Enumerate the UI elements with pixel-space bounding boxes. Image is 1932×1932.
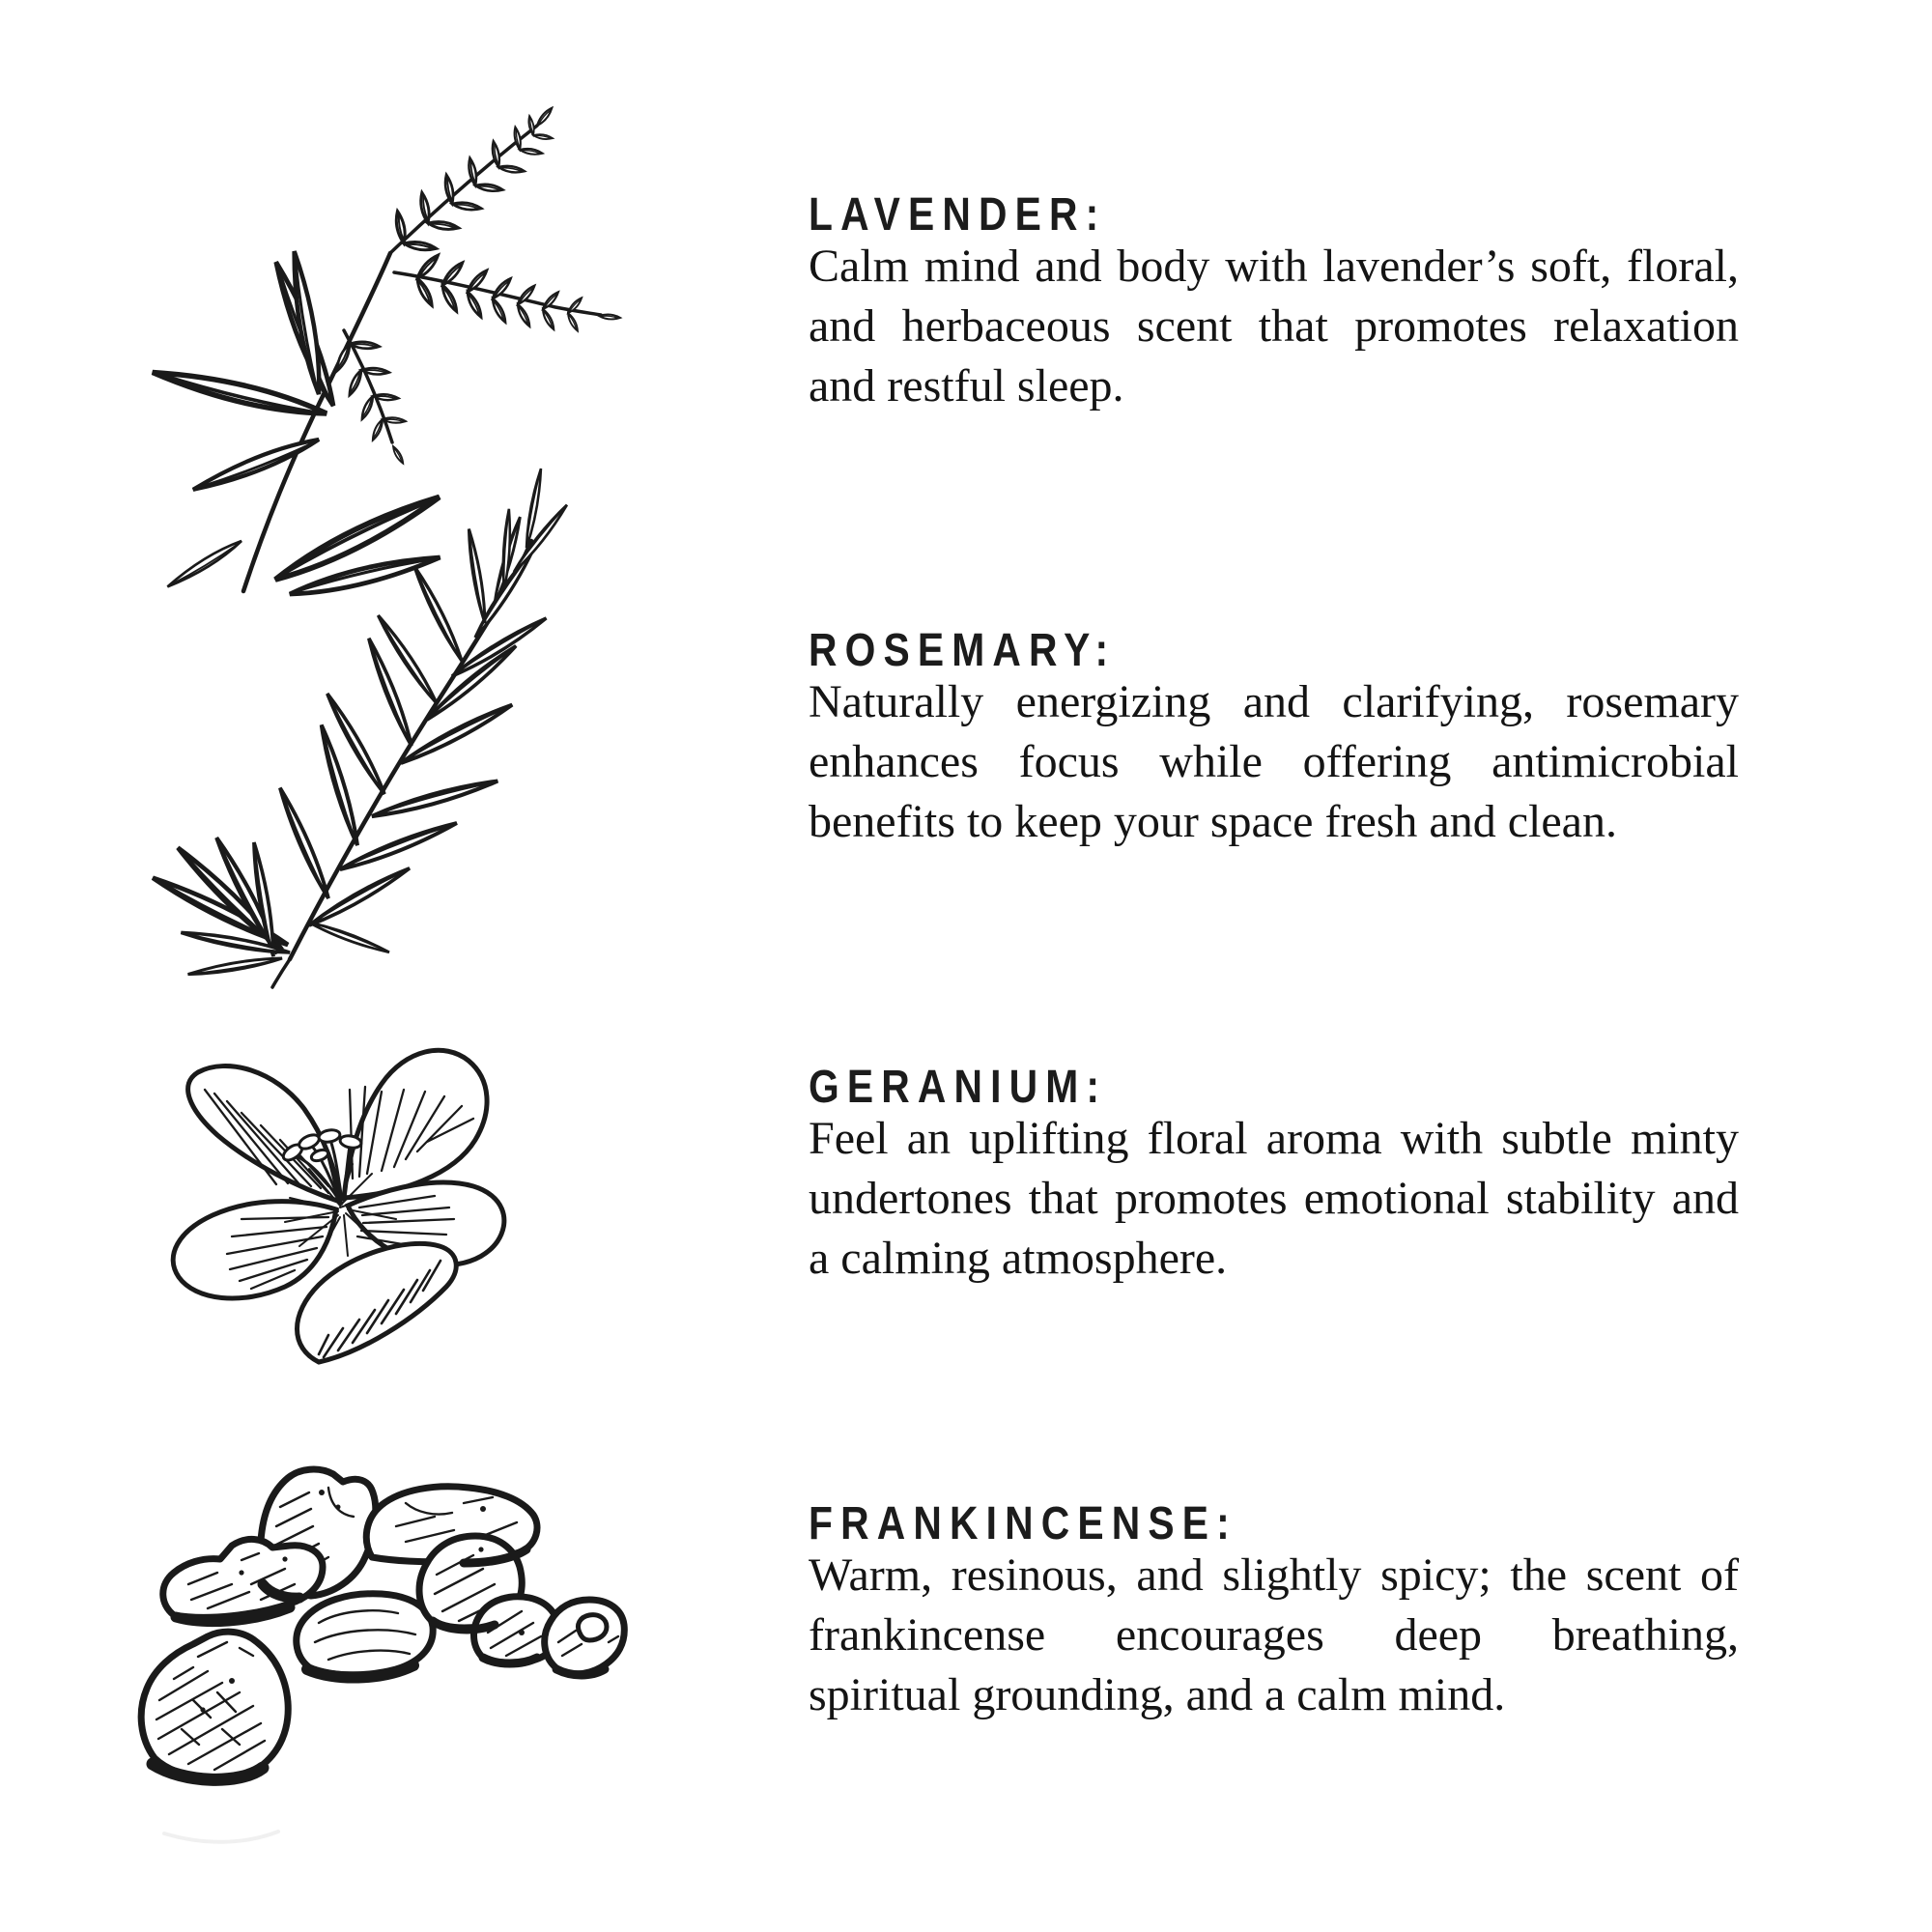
frankincense-description [809, 1546, 1739, 1725]
text-line: and restful sleep. [809, 360, 1124, 412]
geranium-description [809, 1109, 1739, 1289]
text-line: Calm mind and body with lavender’s soft, floral, [809, 241, 1739, 292]
text-line: enhances focus while offering antimicrobial [809, 736, 1739, 787]
text-line: Naturally energizing and clarifying, rosemary [809, 676, 1739, 727]
section-rosemary [809, 626, 1739, 852]
lavender-heading: LAVENDER: [809, 189, 1107, 241]
text-line: spiritual grounding, and a calm mind. [809, 1669, 1506, 1720]
text-line: frankincense encourages deep breathing, [809, 1609, 1739, 1661]
text-line: a calming atmosphere. [809, 1233, 1228, 1284]
lavender-description [809, 237, 1739, 416]
geranium-heading: GERANIUM: [809, 1062, 1108, 1113]
section-geranium [809, 1063, 1739, 1289]
text-line: Warm, resinous, and slightly spicy; the scent of [809, 1549, 1739, 1601]
text-line: Feel an uplifting floral aroma with subtle minty [809, 1113, 1739, 1164]
geranium-flower-illustration [173, 1050, 504, 1362]
frankincense-heading: FRANKINCENSE: [809, 1498, 1237, 1549]
text-line: benefits to keep your space fresh and clean. [809, 796, 1617, 847]
section-frankincense [809, 1499, 1739, 1725]
section-lavender [809, 190, 1739, 416]
frankincense-resin-illustration [141, 1469, 624, 1842]
text-line: undertones that promotes emotional stability and [809, 1173, 1739, 1224]
rosemary-description [809, 672, 1739, 852]
rosemary-heading: ROSEMARY: [809, 625, 1117, 676]
text-line: and herbaceous scent that promotes relaxation [809, 300, 1739, 352]
